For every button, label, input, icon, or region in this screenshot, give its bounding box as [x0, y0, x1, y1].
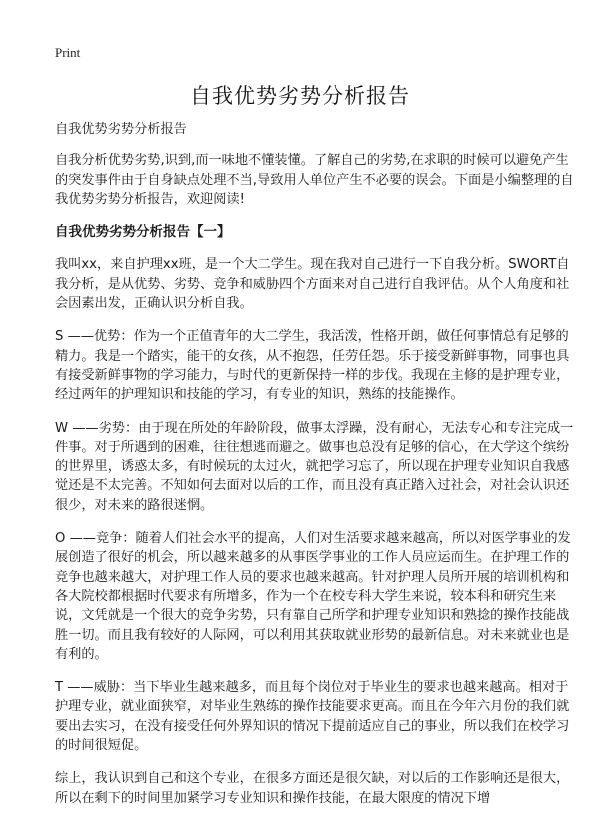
- paragraph-conclusion: 综上，我认识到自己和这个专业，在很多方面还是很欠缺，对以后的工作影响还是很大，所以在剩下的时间里加紧学习专业知识和操作技能，在最大限度的情况下增: [55, 771, 570, 806]
- section-heading: 自我优势劣势分析报告【一】: [55, 224, 231, 241]
- paragraph-threats: T ——威胁：当下毕业生越来越多，而且每个岗位对于毕业生的要求也越来越高。相对于护理专业，就业面狭窄，对毕业生熟练的操作技能要求更高。而且在今年六月份的我们就要出去实习，在没有接受任何外界知识的情况下提前适应自己的事业，所以我们在校学习的时间很短促。: [55, 680, 570, 754]
- document-body: [55, 120, 575, 822]
- print-link[interactable]: Print: [55, 45, 81, 60]
- page-title: 自我优势劣势分析报告: [190, 84, 410, 108]
- intro-paragraph: 自我分析优势劣势,识到,而一味地不懂装懂。了解自己的劣势,在求职的时候可以避免产生的突发事件由于自身缺点处理不当,导致用人单位产生不必要的误会。下面是小编整理的自我优势劣势分析报告，欢迎阅读!: [55, 153, 574, 207]
- paragraph-self-intro: 我叫xx，来自护理xx班，是一个大二学生。现在我对自己进行一下自我分析。SWORT自我分析，是从优势、劣势、竞争和威胁四个方面来对自己进行自我评估。从个人角度和社会因素出发，正确认识分析自我。: [55, 257, 570, 312]
- paragraph-strengths: S ——优势：作为一个正值青年的大二学生，我活泼，性格开朗，做任何事情总有足够的精力。我是一个踏实，能干的女孩，从不抱怨，任劳任怨。乐于接受新鲜事物，同事也具有接受新鲜事物的学习能力，与时代的更新保持一样的步伐。我现在主修的是护理专业，经过两年的护理知识和技能的学习，有专业的知识，熟练的技能操作。: [55, 329, 570, 403]
- paragraph-opportunities: O ——竞争：随着人们社会水平的提高，人们对生活要求越来越高，所以对医学事业的发展创造了很好的机会，所以越来越多的从事医学事业的工作人员应运而生。在护理工作的竞争也越来越大，对护理工作人员的要求也越来越高。针对护理人员所开展的培训机构和各大院校都根据时代要求有所增多，作为一个在校专科大学生来说，较本科和研究生来说，文凭就是一个很大的竞争劣势，只有靠自己所学和护理专业知识和熟捻的操作技能战胜一切。而且我有较好的人际网，可以利用其获取就业形势的最新信息。对未来就业也是有利的。: [55, 531, 571, 662]
- document-subtitle: 自我优势劣势分析报告: [55, 122, 187, 137]
- paragraph-weaknesses: W ——劣势：由于现在所处的年龄阶段，做事太浮躁，没有耐心，无法专心和专注完成一件事。对于所遇到的困难，往往想逃而避之。做事也总没有足够的信心，在大学这个缤纷的世界里，诱惑太多，有时候玩的太过火，就把学习忘了，所以现在护理专业知识自我感觉还是不太完善。不知如何去面对以后的工作，而且没有真正踏入过社会，对社会认识还很少，对未来的路很迷惘。: [55, 420, 574, 513]
